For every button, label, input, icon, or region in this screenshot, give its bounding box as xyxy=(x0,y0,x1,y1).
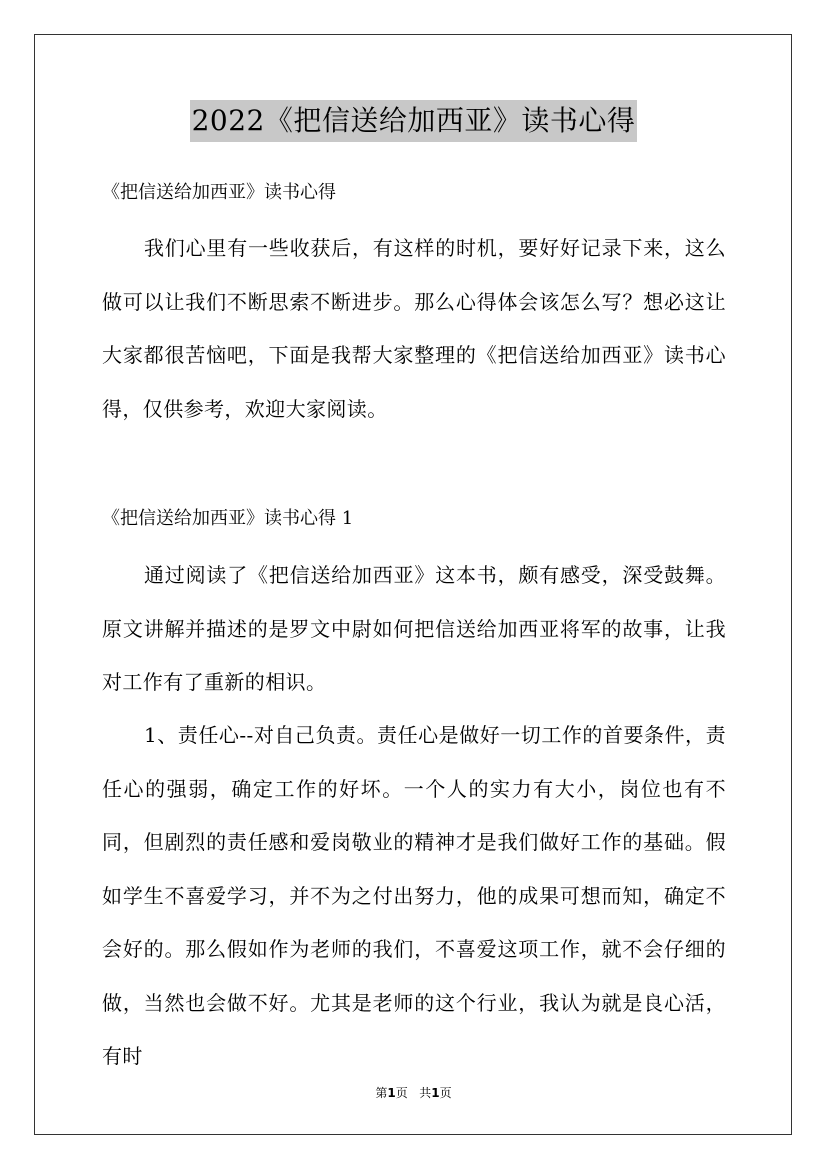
title-container xyxy=(0,100,827,142)
document-title: 2022《把信送给加西亚》读书心得 xyxy=(190,100,638,142)
body-paragraph-2: 1、责任心--对自己负责。责任心是做好一切工作的首要条件，责任心的强弱，确定工作的好坏。一个人的实力有大小，岗位也有不同，但剧烈的责任感和爱岗敬业的精神才是我们做好工作的基础。假如学生不喜爱学习，并不为之付出努力，他的成果可想而知，确定不会好的。那么假如作为老师的我们，不喜爱这项工作，就不会仔细的做，当然也会做不好。尤其是老师的这个行业，我认为就是良心活，有时 xyxy=(102,723,726,1068)
page-number: 1 xyxy=(387,1086,396,1100)
page-label-prefix: 第 xyxy=(375,1086,388,1100)
body-paragraph-1: 通过阅读了《把信送给加西亚》这本书，颇有感受，深受鼓舞。原文讲解并描述的是罗文中尉如何把信送给加西亚将军的故事，让我对工作有了重新的相识。 xyxy=(102,563,726,694)
total-pages: 1 xyxy=(431,1086,440,1100)
page-label-suffix: 页 xyxy=(395,1086,408,1100)
intro-paragraph: 我们心里有一些收获后，有这样的时机，要好好记录下来，这么做可以让我们不断思索不断进步。那么心得体会该怎么写？想必这让大家都很苦恼吧，下面是我帮大家整理的《把信送给加西亚》读书心得，仅供参考，欢迎大家阅读。 xyxy=(102,236,726,421)
section-heading: 《把信送给加西亚》读书心得 1 xyxy=(102,508,354,529)
page-footer xyxy=(0,1084,827,1101)
document-subtitle: 《把信送给加西亚》读书心得 xyxy=(102,182,336,203)
total-label-prefix: 共 xyxy=(419,1086,432,1100)
total-label-suffix: 页 xyxy=(439,1086,452,1100)
